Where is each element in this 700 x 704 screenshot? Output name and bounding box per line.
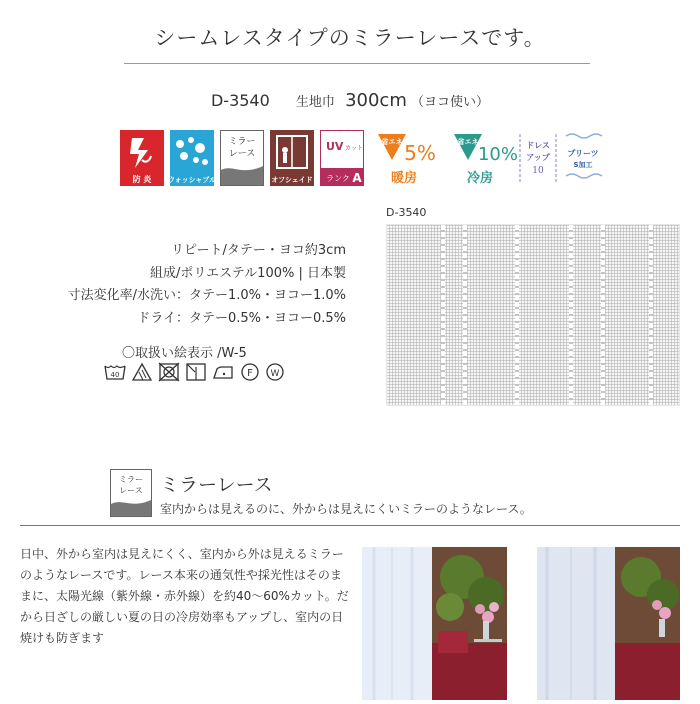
cooling-icon — [452, 130, 519, 186]
dress-up-line3: 10 — [532, 166, 544, 176]
wash-40-icon — [104, 362, 126, 382]
spec-dimension-change-dry: ドライ：タテー0.5%・ヨコー0.5% — [137, 310, 346, 326]
mirror-lace-section-icon — [110, 469, 152, 521]
uv-rank-label: ランク — [326, 174, 350, 183]
washable-badge — [167, 130, 217, 186]
heating-percent: 5% — [404, 141, 436, 165]
pleats-badge — [560, 130, 606, 186]
product-code: D-3540 — [210, 91, 270, 110]
sample-code: D-3540 — [386, 206, 427, 219]
uv-rank-value: A — [352, 171, 362, 185]
room-photo-mirror-illustration — [537, 547, 680, 700]
headline: シームレスタイプのミラーレースです。 — [154, 26, 546, 50]
energy-saving-heating-badge — [376, 130, 436, 186]
cooling-percent: 10% — [477, 144, 519, 165]
spec-repeat: リピート/タテー・ヨコ約3cm — [171, 243, 346, 258]
no-tumble-dry-icon — [158, 362, 180, 382]
mirror-lace-bottom: レース — [228, 149, 256, 159]
fabric-sample-image — [386, 224, 680, 406]
mirror-lace-icon — [220, 130, 264, 186]
mirror-icon-top: ミラー — [119, 475, 143, 484]
spec-composition: 組成/ポリエステル100% | 日本製 — [149, 265, 346, 281]
section-divider — [20, 525, 680, 526]
heating-tag: 省エネ — [381, 138, 403, 146]
office-shade-icon — [270, 130, 314, 186]
office-shade-badge — [270, 130, 314, 186]
fabric-width-note: （ヨコ使い） — [411, 95, 490, 110]
flame-retardant-badge — [120, 130, 164, 186]
pleats-icon — [560, 130, 606, 186]
mirror-lace-description: 室内からは見えるのに、外からは見えにくいミラーのようなレース。 — [160, 502, 532, 516]
sample-stripe — [649, 225, 653, 405]
iron-icon — [212, 362, 236, 382]
svg-text:40: 40 — [110, 371, 120, 379]
mirror-lace-title: ミラーレース — [160, 474, 273, 496]
bleach-icon — [131, 362, 153, 382]
wet-clean-w-icon — [264, 362, 286, 382]
room-photo-mirror — [537, 547, 680, 700]
sample-stripe — [569, 225, 573, 405]
uv-cut-icon — [320, 130, 364, 186]
sample-stripe — [441, 225, 445, 405]
cooling-label: 冷房 — [466, 171, 494, 186]
room-photo-daytime — [362, 547, 507, 700]
office-shade-label: オフシェイド — [271, 176, 313, 184]
fabric-width-label: 生地巾 — [295, 95, 335, 110]
heating-label: 暖房 — [390, 171, 418, 186]
mirror-icon-bottom: レース — [119, 486, 143, 495]
washable-bubbles-icon — [167, 130, 217, 186]
product-spec-line — [0, 90, 700, 111]
pleats-line2: S加工 — [573, 161, 593, 169]
sample-stripe — [463, 225, 467, 405]
washable-label: ウォッシャブル — [167, 176, 217, 184]
svg-text:W: W — [270, 369, 280, 379]
mirror-lace-body-text: 日中、外から室内は見えにくく、室内から外は見えるミラーのようなレースです。レース本来の通気性や採光性はそのままに、太陽光線（紫外線・赤外線）を約40～60%カット。だから日ざしの厳しい夏の日の冷房効率もアップし、室内の日焼けも防ぎます — [20, 547, 349, 645]
line-dry-shade-icon — [185, 362, 207, 382]
mirror-lace-badge — [220, 130, 264, 186]
heating-icon — [376, 130, 436, 186]
spec-dimension-change-wash: 寸法変化率/水洗い：タテー1.0%・ヨコー1.0% — [67, 288, 346, 303]
spec-list — [68, 240, 346, 330]
dress-up-badge — [516, 130, 560, 186]
uv-cut-badge — [320, 130, 364, 186]
room-photo-illustration — [362, 547, 507, 700]
headline-divider — [124, 63, 590, 64]
uv-text: UV — [326, 140, 344, 153]
fabric-width-value: 300cm — [345, 90, 407, 111]
mirror-lace-top: ミラー — [228, 137, 256, 147]
sample-stripe — [515, 225, 519, 405]
dress-up-icon — [516, 130, 560, 186]
energy-saving-cooling-badge — [452, 130, 519, 186]
uv-cut-text: カット — [345, 145, 363, 152]
pleats-line1: プリーツ — [567, 149, 599, 158]
dress-up-line2: アップ — [526, 153, 550, 162]
flame-retardant-label: 防 炎 — [132, 175, 152, 184]
svg-text:F: F — [247, 368, 253, 379]
sample-stripe — [601, 225, 605, 405]
flame-icon — [120, 130, 164, 186]
cooling-tag: 省エネ — [457, 138, 479, 146]
dry-clean-f-icon — [239, 362, 261, 382]
dress-up-line1: ドレス — [526, 141, 550, 150]
care-label-title: 〇取扱い絵表示 /W-5 — [122, 346, 247, 361]
